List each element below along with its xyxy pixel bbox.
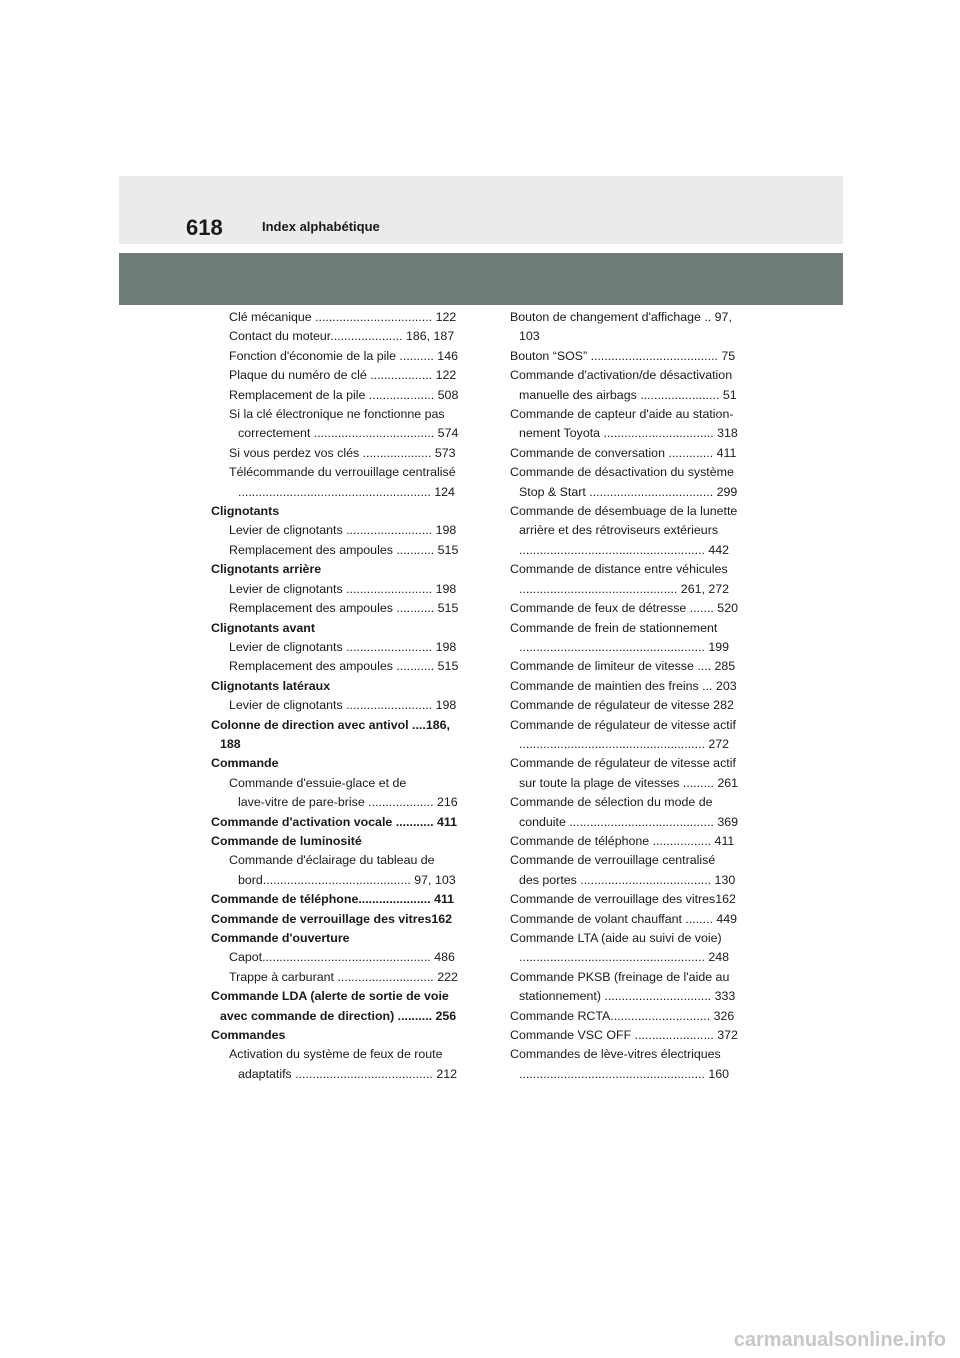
index-entry: arrière et des rétroviseurs extérieurs [519, 523, 719, 538]
index-entry: Commande LTA (aide au suivi de voie) [510, 931, 722, 945]
index-column-left [211, 308, 463, 1084]
index-column-right [510, 308, 744, 1084]
index-heading: Clignotants arrière [211, 562, 322, 577]
index-heading: Commandes [211, 1028, 286, 1043]
index-entry: Commande de régulateur de vitesse actif [510, 717, 736, 732]
index-entry: des portes ...................................... 130 [519, 872, 736, 887]
index-entry: Commande de désembuage de la lunette [510, 504, 738, 519]
index-entry: Commande de capteur d'aide au station- [510, 407, 734, 422]
index-entry: Levier de clignotants ......................... 198 [229, 523, 457, 538]
index-entry: adaptatifs ........................................ 212 [238, 1066, 457, 1081]
index-heading: Clignotants [211, 504, 280, 519]
index-entry: Bouton “SOS” ..................................... 75 [510, 348, 736, 363]
index-entry: manuelle des airbags ....................... 51 [519, 387, 737, 402]
index-entry: ...................................................... 442 [519, 542, 730, 557]
index-entry: Commande de distance entre véhicules [510, 562, 728, 577]
index-entry: Commande de sélection du mode de [510, 795, 713, 810]
page-number: 618 [186, 215, 223, 240]
index-entry: Trappe à carburant ............................ 222 [229, 969, 458, 984]
index-entry: ........................................................ 124 [238, 484, 455, 499]
index-heading: Clignotants avant [211, 620, 315, 635]
index-entry: Commande de verrouillage centralisé [510, 853, 716, 868]
index-entry: ...................................................... 199 [519, 639, 730, 654]
index-heading: Colonne de direction avec antivol ....186, [211, 717, 450, 732]
index-heading: Commande de verrouillage des vitres162 [211, 911, 453, 926]
index-entry: bord........................................... 97, 103 [238, 872, 456, 887]
index-entry: Commande d'essuie-glace et de [229, 775, 407, 790]
index-entry: 103 [519, 329, 540, 344]
index-entry: Commande d'activation/de désactivation [510, 368, 733, 383]
index-heading: Commande de luminosité [211, 833, 362, 848]
header-bar [119, 253, 843, 305]
index-entry: Levier de clignotants ......................... 198 [229, 581, 457, 596]
index-entry: Commande de limiteur de vitesse .... 285 [510, 659, 736, 674]
index-entry: Commande de désactivation du système [510, 465, 734, 480]
index-entry: Commande de feux de détresse ....... 520 [510, 601, 738, 616]
index-entry: Levier de clignotants ......................... 198 [229, 639, 457, 654]
index-entry: Bouton de changement d'affichage .. 97, [510, 310, 732, 324]
header-band [119, 176, 843, 244]
index-entry: Commande de volant chauffant ........ 449 [510, 911, 738, 926]
index-entry: conduite .......................................... 369 [519, 814, 738, 829]
index-entry: .............................................. 261, 272 [519, 581, 730, 596]
index-heading: Clignotants latéraux [211, 678, 331, 693]
index-entry: Si la clé électronique ne fonctionne pas [229, 407, 445, 422]
index-heading: Commande de téléphone..................... 411 [211, 892, 455, 907]
index-entry: Activation du système de feux de route [229, 1047, 443, 1062]
index-entry: Remplacement de la pile ................... 508 [229, 387, 459, 402]
index-entry: Remplacement des ampoules ........... 515 [229, 542, 459, 557]
section-title: Index alphabétique [262, 219, 380, 234]
index-entry: Contact du moteur..................... 186, 187 [229, 329, 455, 344]
index-entry: Stop & Start .................................... 299 [519, 484, 738, 499]
index-entry: Commande de frein de stationnement [510, 620, 718, 635]
index-entry: Remplacement des ampoules ........... 515 [229, 659, 459, 674]
index-entry: ...................................................... 248 [519, 950, 730, 965]
index-entry: Remplacement des ampoules ........... 515 [229, 601, 459, 616]
index-entry: Commande de verrouillage des vitres162 [510, 892, 736, 907]
index-entry: Commande de régulateur de vitesse 282 [510, 698, 734, 713]
index-entry: Commande PKSB (freinage de l'aide au [510, 969, 730, 984]
index-entry: Clé mécanique .................................. 122 [229, 310, 457, 324]
index-entry: Fonction d'économie de la pile .......... 146 [229, 348, 458, 363]
index-entry: ...................................................... 272 [519, 736, 730, 751]
index-entry: Commandes de lève-vitres électriques [510, 1047, 721, 1062]
index-entry: ...................................................... 160 [519, 1066, 730, 1081]
index-entry: lave-vitre de pare-brise ................... 216 [238, 795, 458, 810]
index-entry: Commande de maintien des freins ... 203 [510, 678, 737, 693]
index-entry: nement Toyota ................................ 318 [519, 426, 738, 441]
index-entry: Commande RCTA............................. 326 [510, 1008, 735, 1023]
index-entry: correctement ................................... 574 [238, 426, 459, 441]
index-heading: Commande LDA (alerte de sortie de voie [211, 989, 449, 1004]
index-entry: Capot................................................. 486 [229, 950, 455, 965]
index-heading: 188 [220, 736, 241, 751]
index-heading: avec commande de direction) .......... 256 [220, 1008, 457, 1023]
index-entry: Commande de téléphone ................. 411 [510, 833, 735, 848]
index-entry: Si vous perdez vos clés .................... 573 [229, 445, 456, 460]
index-entry: Plaque du numéro de clé .................. 122 [229, 368, 457, 383]
index-entry: Commande d'éclairage du tableau de [229, 853, 435, 868]
index-heading: Commande [211, 756, 279, 771]
index-entry: Levier de clignotants ......................... 198 [229, 698, 457, 713]
index-heading: Commande d'activation vocale ........... 411 [211, 814, 458, 829]
index-heading: Commande d'ouverture [211, 931, 350, 945]
index-entry: Télécommande du verrouillage centralisé [229, 465, 456, 480]
index-entry: sur toute la plage de vitesses ......... 261 [519, 775, 739, 790]
index-entry: stationnement) ............................... 333 [519, 989, 736, 1004]
index-entry: Commande de régulateur de vitesse actif [510, 756, 736, 771]
index-entry: Commande VSC OFF ....................... 372 [510, 1028, 738, 1043]
index-entry: Commande de conversation ............. 411 [510, 445, 737, 460]
watermark: carmanualsonline.info [733, 1329, 946, 1351]
